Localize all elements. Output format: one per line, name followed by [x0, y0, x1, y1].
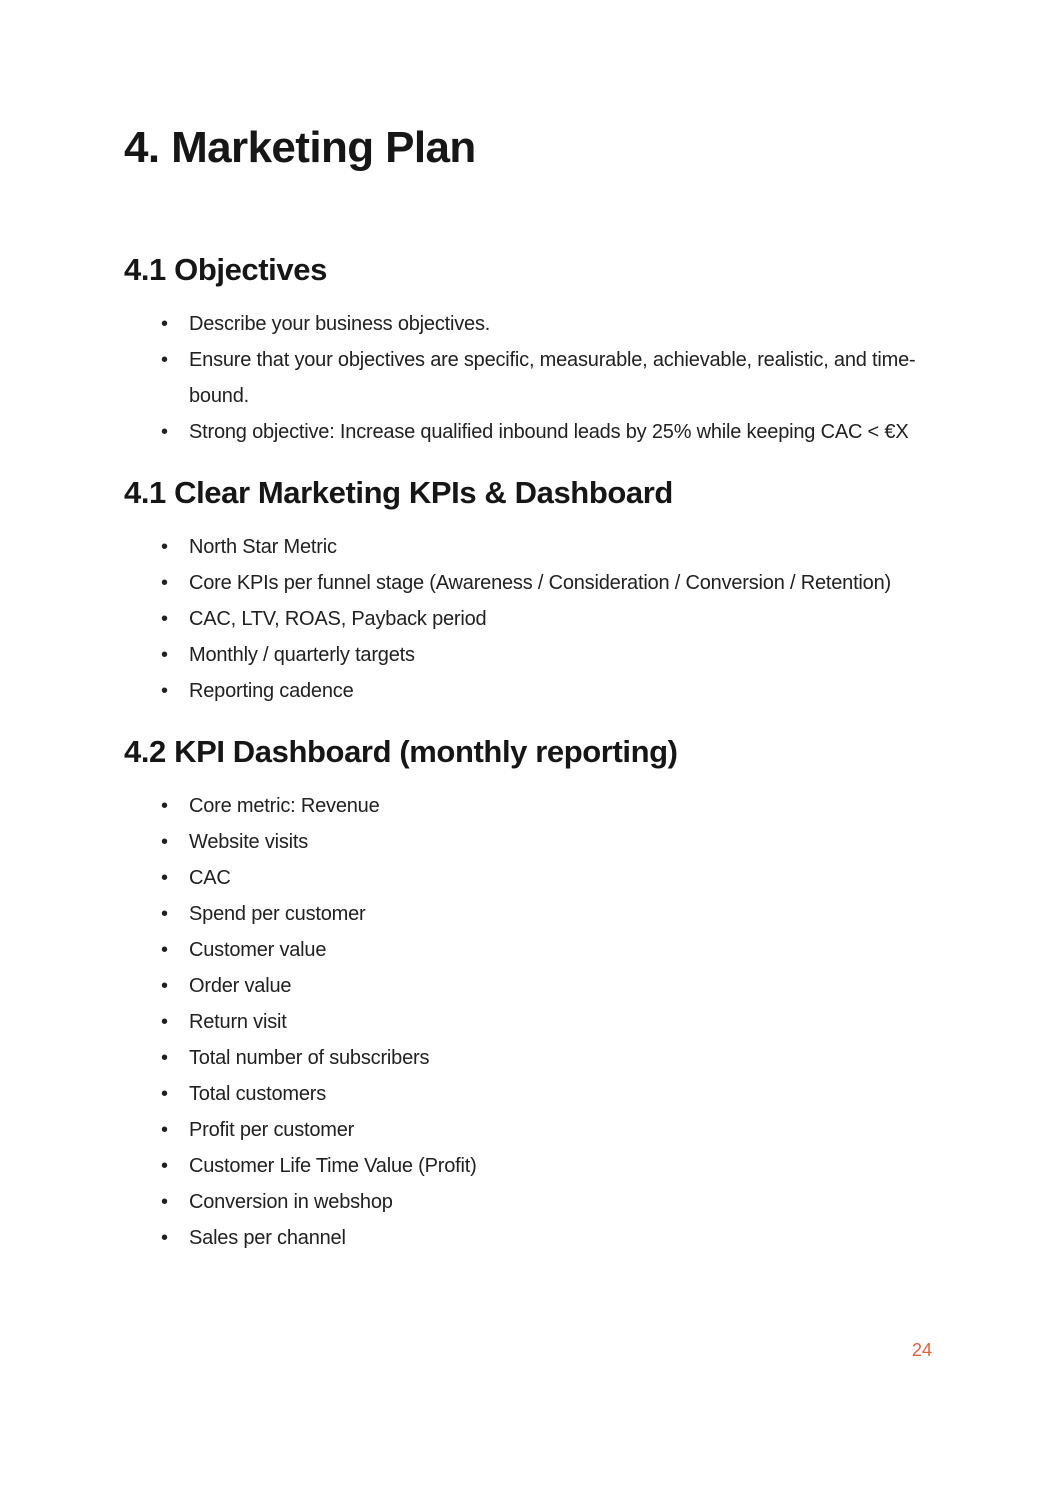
list-item: • Profit per customer	[124, 1112, 958, 1148]
objectives-bullet-list	[124, 306, 958, 450]
list-item: • CAC	[124, 860, 958, 896]
kpi-dashboard-bullet-list	[124, 788, 958, 1256]
list-item: • Total number of subscribers	[124, 1040, 958, 1076]
list-item: • Core metric: Revenue	[124, 788, 958, 824]
section-kpi-dashboard-heading: 4.2 KPI Dashboard (monthly reporting)	[124, 734, 678, 769]
section-marketing-kpis	[124, 474, 958, 709]
marketing-kpis-bullet-list	[124, 529, 958, 709]
list-item: • Website visits	[124, 824, 958, 860]
page-number: 24	[911, 1340, 932, 1360]
list-item: • Return visit	[124, 1004, 958, 1040]
section-marketing-kpis-heading: 4.1 Clear Marketing KPIs & Dashboard	[124, 475, 673, 510]
list-item: • Ensure that your objectives are specific, measurable, achievable, realistic, and time-bound.	[124, 342, 958, 414]
section-kpi-dashboard	[124, 733, 958, 1256]
list-item: • CAC, LTV, ROAS, Payback period	[124, 601, 958, 637]
list-item: • Total customers	[124, 1076, 958, 1112]
list-item: • Spend per customer	[124, 896, 958, 932]
page-title: 4. Marketing Plan	[124, 123, 476, 172]
list-item: • Customer Life Time Value (Profit)	[124, 1148, 958, 1184]
list-item: • Reporting cadence	[124, 673, 958, 709]
list-item: • Strong objective: Increase qualified inbound leads by 25% while keeping CAC < €X	[124, 414, 958, 450]
list-item: • North Star Metric	[124, 529, 958, 565]
list-item: • Customer value	[124, 932, 958, 968]
list-item: • Conversion in webshop	[124, 1184, 958, 1220]
section-objectives	[124, 251, 958, 450]
list-item: • Sales per channel	[124, 1220, 958, 1256]
list-item: • Describe your business objectives.	[124, 306, 958, 342]
list-item: • Order value	[124, 968, 958, 1004]
section-objectives-heading: 4.1 Objectives	[124, 252, 327, 287]
list-item: • Monthly / quarterly targets	[124, 637, 958, 673]
list-item: • Core KPIs per funnel stage (Awareness / Consideration / Conversion / Retention)	[124, 565, 958, 601]
